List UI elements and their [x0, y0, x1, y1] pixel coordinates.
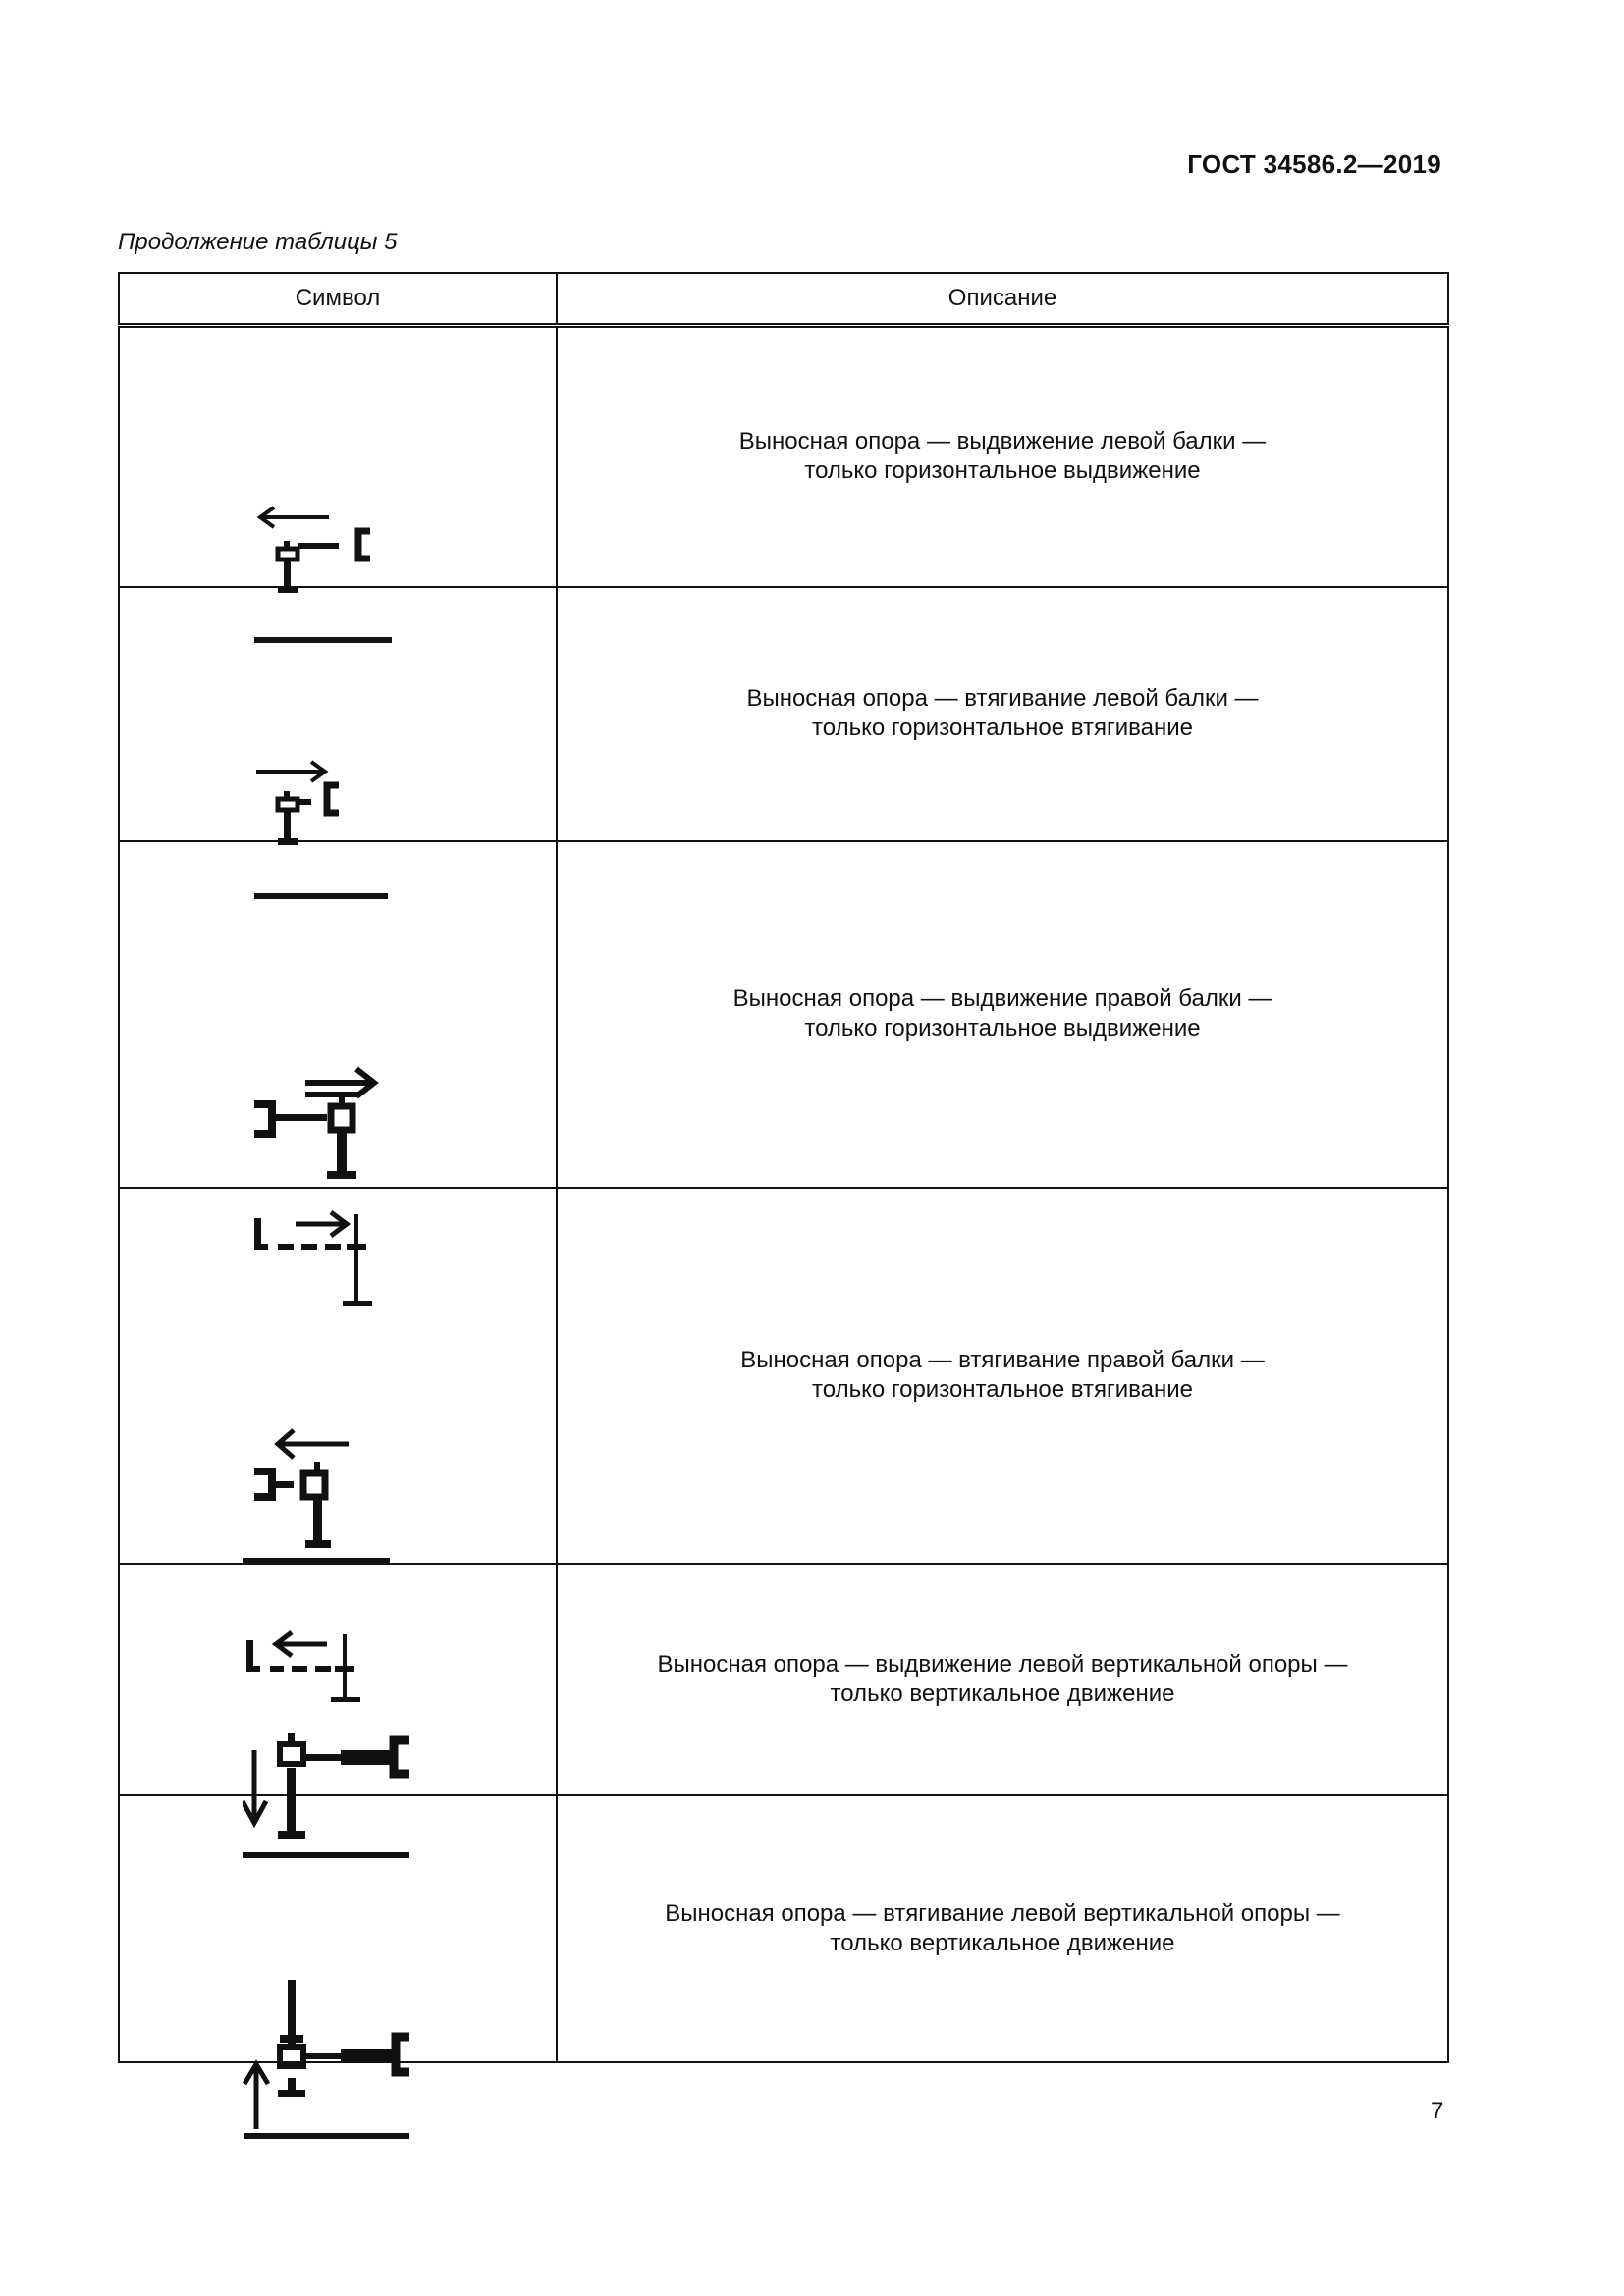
description-line-1: Выносная опора — втягивание правой балки — [740, 1347, 1265, 1373]
table-continuation-caption: Продолжение таблицы 5 [118, 229, 398, 255]
symbol-column-header: Символ [119, 273, 557, 326]
description-line-2: только горизонтальное втягивание [812, 1376, 1193, 1403]
description-line-1: Выносная опора — втягивание левой вертикальной опоры — [665, 1899, 1340, 1927]
description-line-1: Выносная опора — выдвижение левой балки — [738, 428, 1267, 455]
description-line-2: только вертикальное движение [830, 1929, 1175, 1956]
description-line-1: Выносная опора — выдвижение левой вертикальной опоры — [657, 1650, 1348, 1678]
document-standard-number: ГОСТ 34586.2—2019 [1187, 149, 1441, 179]
outrigger-left-vertical-extend-icon [243, 1729, 439, 1866]
description-line-2: только горизонтальное выдвижение [804, 457, 1201, 485]
description-line-2: только горизонтальное втягивание [812, 715, 1193, 741]
table-header-row [119, 273, 1448, 326]
description-cell [557, 1188, 1448, 1564]
symbol-cell [119, 326, 557, 587]
outrigger-right-beam-retract-icon [243, 1426, 419, 1711]
outrigger-left-vertical-retract-icon [243, 1976, 439, 2153]
description-cell [557, 587, 1448, 841]
outrigger-right-beam-extend-icon [252, 1065, 409, 1320]
page-number: 7 [1431, 2098, 1444, 2124]
symbols-table [118, 272, 1449, 2063]
description-column-header: Описание [557, 273, 1448, 326]
description-cell [557, 326, 1448, 587]
description-cell [557, 1564, 1448, 1795]
outrigger-left-beam-extend-icon [252, 506, 409, 663]
description-line-2: только горизонтальное выдвижение [804, 1015, 1201, 1041]
description-cell [557, 1795, 1448, 2062]
outrigger-left-beam-retract-icon [252, 760, 409, 917]
description-cell [557, 841, 1448, 1188]
description-line-2: только вертикальное движение [830, 1680, 1175, 1707]
description-line-1: Выносная опора — втягивание левой балки — [746, 685, 1259, 712]
table-row [119, 326, 1448, 587]
description-line-1: Выносная опора — выдвижение правой балки — [732, 986, 1272, 1012]
